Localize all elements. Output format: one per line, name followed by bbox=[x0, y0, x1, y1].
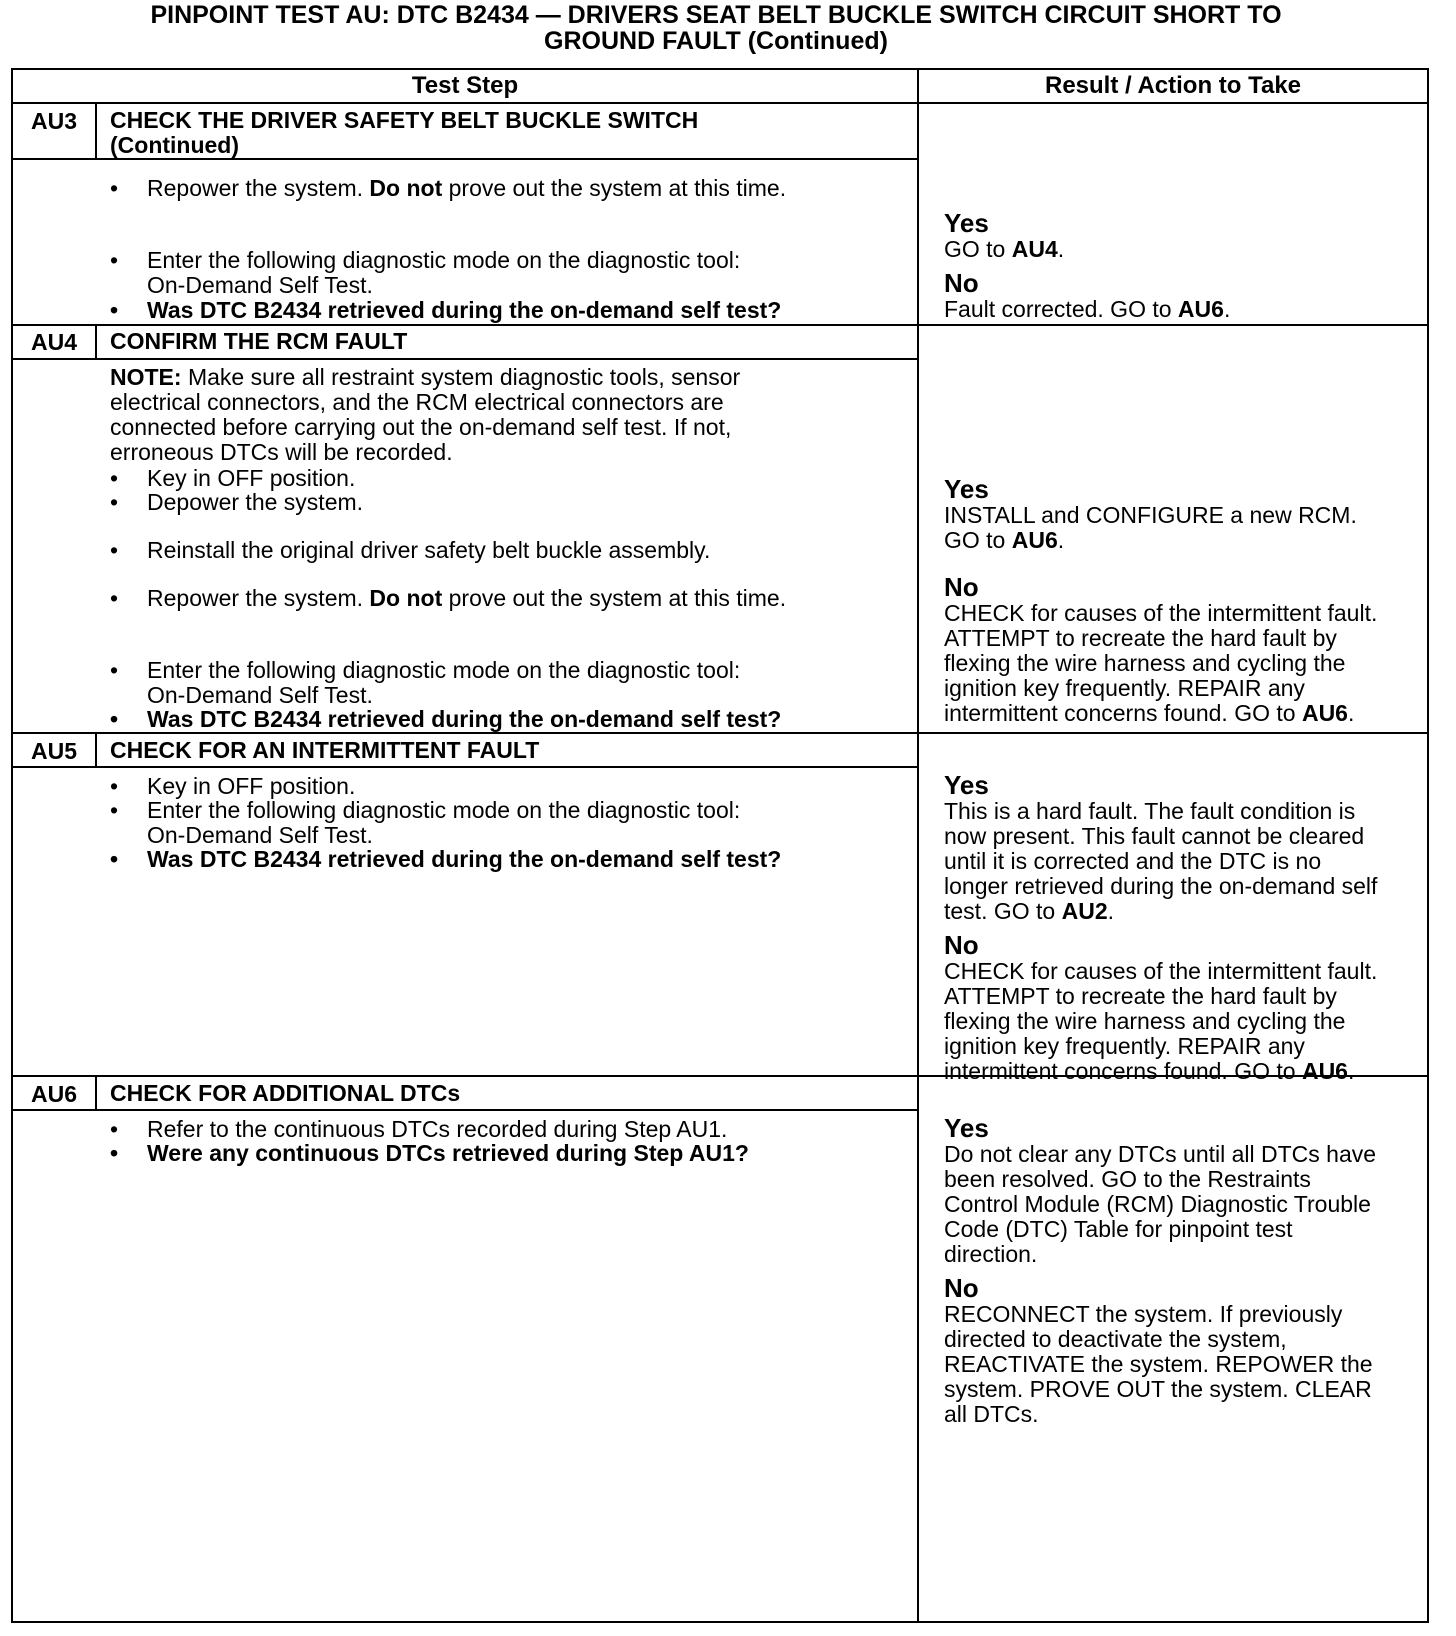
au5-title: CHECK FOR AN INTERMITTENT FAULT bbox=[110, 737, 540, 763]
au4-b3-text: Reinstall the original driver safety belt buckle assembly. bbox=[147, 537, 711, 563]
bullet-dot: • bbox=[110, 846, 119, 872]
au3-yes-ref: AU4 bbox=[1011, 236, 1058, 262]
step-id-au4: AU4 bbox=[30, 329, 77, 355]
au4-b1-text: Key in OFF position. bbox=[147, 465, 356, 491]
au4-b4-text-end: prove out the system at this time. bbox=[442, 585, 787, 611]
au3-result bbox=[944, 210, 1434, 322]
au5-yes-line4: longer retrieved during the on-demand self bbox=[944, 873, 1378, 899]
au6-id-divider bbox=[95, 1075, 97, 1111]
bullet-dot: • bbox=[110, 706, 119, 732]
au5-no-end: . bbox=[1347, 1058, 1355, 1084]
au4-yes-end: . bbox=[1057, 527, 1065, 553]
au5-no-line4: ignition key frequently. REPAIR any bbox=[944, 1033, 1305, 1059]
au4-no-line3: flexing the wire harness and cycling the bbox=[944, 650, 1346, 676]
au4-result bbox=[944, 476, 1434, 726]
pinpoint-test-table bbox=[11, 68, 1429, 1623]
au4-question: Was DTC B2434 retrieved during the on-demand self test? bbox=[147, 706, 782, 732]
au6-yes-line5: direction. bbox=[944, 1241, 1038, 1267]
au5-yes-end: . bbox=[1107, 898, 1115, 924]
au4-note-line3: connected before carrying out the on-demand self test. If not, bbox=[110, 414, 732, 440]
au5-yes-action bbox=[944, 899, 1434, 924]
bullet-dot: • bbox=[110, 489, 119, 515]
au4-b5-line2: On-Demand Self Test. bbox=[147, 682, 373, 708]
au6-yes-line4: Code (DTC) Table for pinpoint test bbox=[944, 1216, 1293, 1242]
au4-b4-text: Repower the system. bbox=[147, 585, 370, 611]
au4-note-line4: erroneous DTCs will be recorded. bbox=[110, 439, 453, 465]
au5-no-action bbox=[944, 1059, 1434, 1084]
step-id-au6: AU6 bbox=[30, 1081, 77, 1107]
au4-b4-bold: Do not bbox=[369, 585, 443, 611]
au3-row-divider bbox=[13, 324, 1427, 326]
au3-b1-bold: Do not bbox=[369, 175, 443, 201]
au3-b1-text-end: prove out the system at this time. bbox=[442, 175, 787, 201]
au6-title: CHECK FOR ADDITIONAL DTCs bbox=[110, 1080, 461, 1106]
au6-result bbox=[944, 1115, 1434, 1427]
au4-title: CONFIRM THE RCM FAULT bbox=[110, 328, 408, 354]
au6-no-line3: REACTIVATE the system. REPOWER the bbox=[944, 1351, 1373, 1377]
au4-note bbox=[110, 365, 870, 465]
au3-b2-line2: On-Demand Self Test. bbox=[147, 272, 373, 298]
au3-yes-action bbox=[944, 237, 1434, 262]
au3-b1-text: Repower the system. bbox=[147, 175, 370, 201]
au5-no-label: No bbox=[944, 930, 979, 960]
au6-no-line2: directed to deactivate the system, bbox=[944, 1326, 1287, 1352]
page-title bbox=[12, 2, 1420, 54]
au4-note-line1: Make sure all restraint system diagnostic tools, sensor bbox=[181, 364, 741, 390]
au6-title-divider bbox=[13, 1109, 917, 1111]
au4-no-line2: ATTEMPT to recreate the hard fault by bbox=[944, 625, 1337, 651]
bullet-dot: • bbox=[110, 657, 119, 683]
step-id-au3: AU3 bbox=[30, 108, 77, 134]
au3-title-line1: CHECK THE DRIVER SAFETY BELT BUCKLE SWITCH bbox=[110, 107, 699, 133]
au5-no-line2: ATTEMPT to recreate the hard fault by bbox=[944, 983, 1337, 1009]
page-title-line1: PINPOINT TEST AU: DTC B2434 — DRIVERS SEAT BELT BUCKLE SWITCH CIRCUIT SHORT TO bbox=[150, 1, 1282, 29]
au6-b1-text: Refer to the continuous DTCs recorded during Step AU1. bbox=[147, 1116, 728, 1142]
au6-no-line1: RECONNECT the system. If previously bbox=[944, 1301, 1343, 1327]
au3-title bbox=[110, 108, 698, 158]
au3-no-ref: AU6 bbox=[1177, 296, 1224, 322]
au6-yes-line2: been resolved. GO to the Restraints bbox=[944, 1166, 1311, 1192]
au5-no-ref: AU6 bbox=[1301, 1058, 1348, 1084]
au3-title-divider bbox=[13, 158, 917, 160]
au4-yes-action bbox=[944, 528, 1434, 553]
au5-yes-line3: until it is corrected and the DTC is no bbox=[944, 848, 1322, 874]
au3-yes-end: . bbox=[1057, 236, 1065, 262]
bullet-dot: • bbox=[110, 1140, 119, 1166]
au4-row-divider bbox=[13, 732, 1427, 734]
au5-yes-line2: now present. This fault cannot be cleared bbox=[944, 823, 1365, 849]
bullet-dot: • bbox=[110, 797, 119, 823]
au6-no-line4: system. PROVE OUT the system. CLEAR bbox=[944, 1376, 1372, 1402]
au5-yes-label: Yes bbox=[944, 770, 989, 800]
au4-no-action bbox=[944, 701, 1434, 726]
column-divider bbox=[917, 70, 919, 1621]
au3-id-divider bbox=[95, 102, 97, 160]
au3-title-line2: (Continued) bbox=[110, 132, 240, 158]
au4-b5-line1: Enter the following diagnostic mode on the diagnostic tool: bbox=[147, 657, 741, 683]
au6-no-label: No bbox=[944, 1273, 979, 1303]
page-title-line2: GROUND FAULT (Continued) bbox=[544, 27, 888, 55]
au6-yes-line1: Do not clear any DTCs until all DTCs have bbox=[944, 1141, 1377, 1167]
au5-b2-line2: On-Demand Self Test. bbox=[147, 822, 373, 848]
au4-yes-label: Yes bbox=[944, 474, 989, 504]
au4-yes-line1: INSTALL and CONFIGURE a new RCM. bbox=[944, 502, 1357, 528]
au3-no-text: Fault corrected. GO to bbox=[944, 296, 1178, 322]
header-test-step: Test Step bbox=[411, 72, 519, 99]
step-id-au5: AU5 bbox=[30, 738, 77, 764]
au3-yes-label: Yes bbox=[944, 208, 989, 238]
au5-no-line1: CHECK for causes of the intermittent fault. bbox=[944, 958, 1378, 984]
header-divider bbox=[13, 102, 1427, 104]
bullet-dot: • bbox=[110, 585, 119, 611]
au4-yes-ref: AU6 bbox=[1011, 527, 1058, 553]
au5-result bbox=[944, 772, 1434, 1084]
au5-id-divider bbox=[95, 732, 97, 768]
au6-question: Were any continuous DTCs retrieved during Step AU1? bbox=[147, 1140, 749, 1166]
bullet-dot: • bbox=[110, 247, 119, 273]
bullet-dot: • bbox=[110, 297, 119, 323]
au3-no-end: . bbox=[1223, 296, 1231, 322]
au4-no-line1: CHECK for causes of the intermittent fault. bbox=[944, 600, 1378, 626]
au4-no-line4: ignition key frequently. REPAIR any bbox=[944, 675, 1305, 701]
note-label: NOTE: bbox=[110, 364, 182, 390]
au4-b2-text: Depower the system. bbox=[147, 489, 364, 515]
au3-no-action bbox=[944, 297, 1434, 322]
au5-question: Was DTC B2434 retrieved during the on-demand self test? bbox=[147, 846, 782, 872]
header-result: Result / Action to Take bbox=[1044, 72, 1302, 99]
au4-yes-text: GO to bbox=[944, 527, 1012, 553]
au6-yes-line3: Control Module (RCM) Diagnostic Trouble bbox=[944, 1191, 1371, 1217]
au6-yes-label: Yes bbox=[944, 1113, 989, 1143]
au4-note-line2: electrical connectors, and the RCM electrical connectors are bbox=[110, 389, 724, 415]
au4-no-ref: AU6 bbox=[1301, 700, 1348, 726]
bullet-dot: • bbox=[110, 1116, 119, 1142]
au5-no-line3: flexing the wire harness and cycling the bbox=[944, 1008, 1346, 1034]
au5-yes-line1: This is a hard fault. The fault condition is bbox=[944, 798, 1356, 824]
au5-b2-line1: Enter the following diagnostic mode on the diagnostic tool: bbox=[147, 797, 741, 823]
au5-yes-text: test. GO to bbox=[944, 898, 1062, 924]
bullet-dot: • bbox=[110, 175, 119, 201]
au5-title-divider bbox=[13, 766, 917, 768]
au3-question: Was DTC B2434 retrieved during the on-demand self test? bbox=[147, 297, 782, 323]
bullet-dot: • bbox=[110, 537, 119, 563]
au6-no-line5: all DTCs. bbox=[944, 1401, 1039, 1427]
au4-no-end: . bbox=[1347, 700, 1355, 726]
au4-title-divider bbox=[13, 358, 917, 360]
bullet-dot: • bbox=[110, 773, 119, 799]
au5-no-text: intermittent concerns found. GO to bbox=[944, 1058, 1302, 1084]
au4-no-label: No bbox=[944, 572, 979, 602]
au5-yes-ref: AU2 bbox=[1061, 898, 1108, 924]
bullet-dot: • bbox=[110, 465, 119, 491]
au4-id-divider bbox=[95, 324, 97, 360]
au3-b2-line1: Enter the following diagnostic mode on the diagnostic tool: bbox=[147, 247, 741, 273]
au3-no-label: No bbox=[944, 268, 979, 298]
au5-b1-text: Key in OFF position. bbox=[147, 773, 356, 799]
au3-yes-text: GO to bbox=[944, 236, 1012, 262]
au4-no-text: intermittent concerns found. GO to bbox=[944, 700, 1302, 726]
